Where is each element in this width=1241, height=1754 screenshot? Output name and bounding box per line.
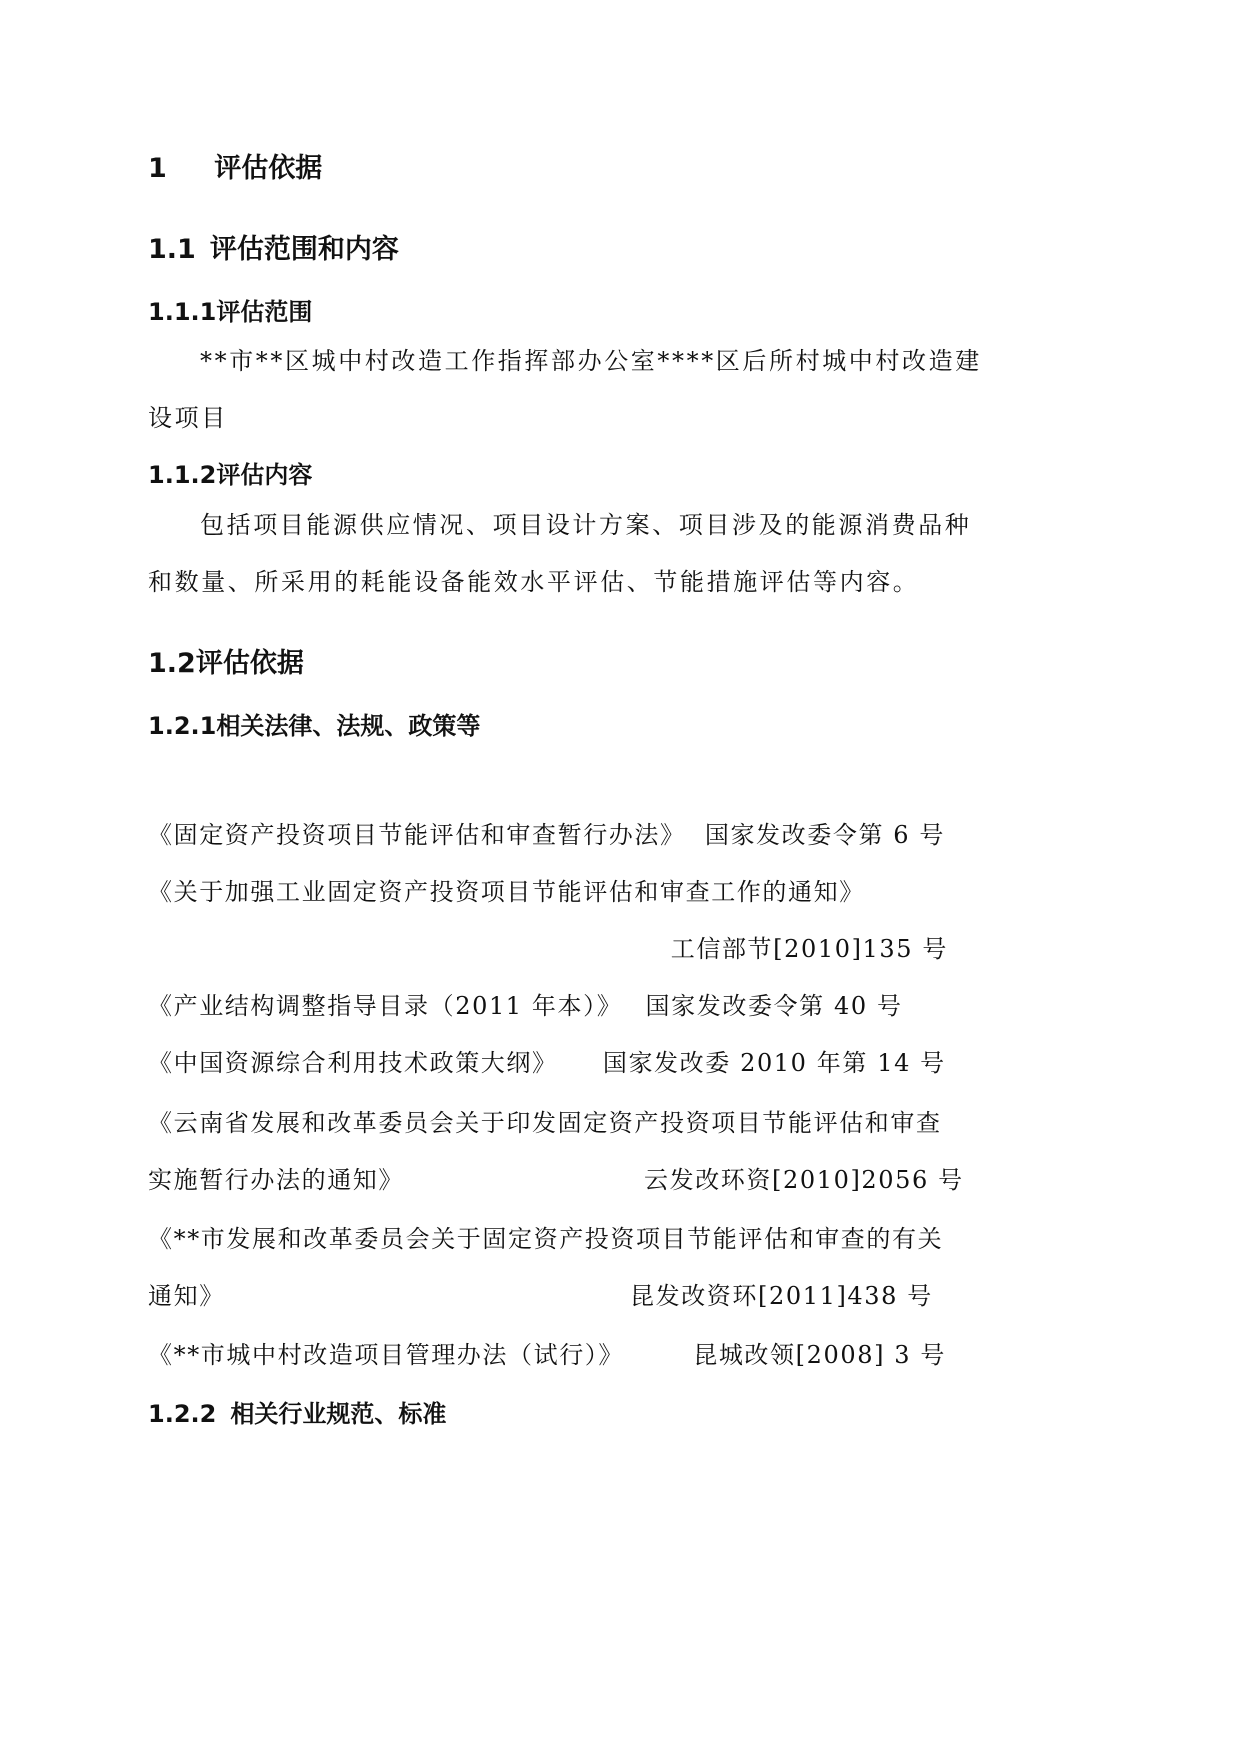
reference-item: [148, 986, 903, 1021]
heading-1-1-1: [148, 292, 312, 327]
reference-code: 昆发改资环[2011]438 号: [630, 1282, 933, 1310]
reference-title-line-1: 《**市发展和改革委员会关于固定资产投资项目节能评估和审查的有关: [148, 1225, 944, 1253]
heading-1-1-title: 评估范围和内容: [209, 234, 399, 265]
reference-title: 《产业结构调整指导目录（2011 年本）》: [148, 992, 623, 1020]
heading-1-2-1: [148, 706, 480, 741]
reference-item: [148, 1043, 946, 1078]
heading-1-1: [148, 227, 399, 266]
scope-paragraph-line-2: 设项目: [148, 404, 228, 432]
content-paragraph-line-2: 和数量、所采用的耗能设备能效水平评估、节能措施评估等内容。: [148, 568, 920, 596]
reference-item: [148, 815, 945, 850]
heading-1-2-1-title: 相关法律、法规、政策等: [216, 712, 481, 740]
reference-title-line-2: 通知》: [148, 1282, 225, 1310]
heading-1-2-number: 1.2: [148, 648, 196, 679]
reference-title-line-1: 《云南省发展和改革委员会关于印发固定资产投资项目节能评估和审查: [148, 1109, 942, 1137]
heading-1-2-title: 评估依据: [195, 648, 304, 679]
reference-code: 国家发改委令第 6 号: [704, 821, 945, 849]
reference-title-line-2: 实施暂行办法的通知》: [148, 1166, 404, 1194]
heading-1-2: [148, 641, 304, 680]
reference-title: 《关于加强工业固定资产投资项目节能评估和审查工作的通知》: [148, 878, 865, 906]
reference-title: 《固定资产投资项目节能评估和审查暂行办法》: [148, 821, 686, 849]
heading-1-2-2-number: 1.2.2: [148, 1400, 217, 1428]
content-paragraph-line-1: 包括项目能源供应情况、项目设计方案、项目涉及的能源消费品种: [200, 511, 972, 539]
heading-1-1-1-number: 1.1.1: [148, 298, 217, 326]
heading-1-1-2: [148, 455, 312, 490]
heading-1-1-number: 1.1: [148, 234, 196, 265]
scope-paragraph-line-1: **市**区城中村改造工作指挥部办公室****区后所村城中村改造建: [200, 347, 982, 375]
reference-code: 昆城改领[2008] 3 号: [693, 1341, 946, 1369]
heading-1-number: 1: [148, 153, 167, 184]
reference-title: 《**市城中村改造项目管理办法（试行）》: [148, 1341, 624, 1369]
reference-item: [148, 1335, 946, 1370]
heading-1-1-1-title: 评估范围: [216, 298, 313, 326]
reference-title: 《中国资源综合利用技术政策大纲》: [148, 1049, 558, 1077]
heading-1-2-2-title: 相关行业规范、标准: [230, 1400, 447, 1428]
reference-code: 工信部节[2010]135 号: [670, 935, 948, 963]
heading-1-1-2-number: 1.1.2: [148, 461, 217, 489]
heading-1: [148, 146, 322, 185]
heading-1-title: 评估依据: [214, 153, 323, 184]
heading-1-2-1-number: 1.2.1: [148, 712, 217, 740]
heading-1-2-2: [148, 1394, 446, 1429]
reference-code: 国家发改委 2010 年第 14 号: [602, 1049, 946, 1077]
reference-code: 国家发改委令第 40 号: [645, 992, 903, 1020]
heading-1-1-2-title: 评估内容: [216, 461, 313, 489]
reference-code: 云发改环资[2010]2056 号: [644, 1166, 964, 1194]
